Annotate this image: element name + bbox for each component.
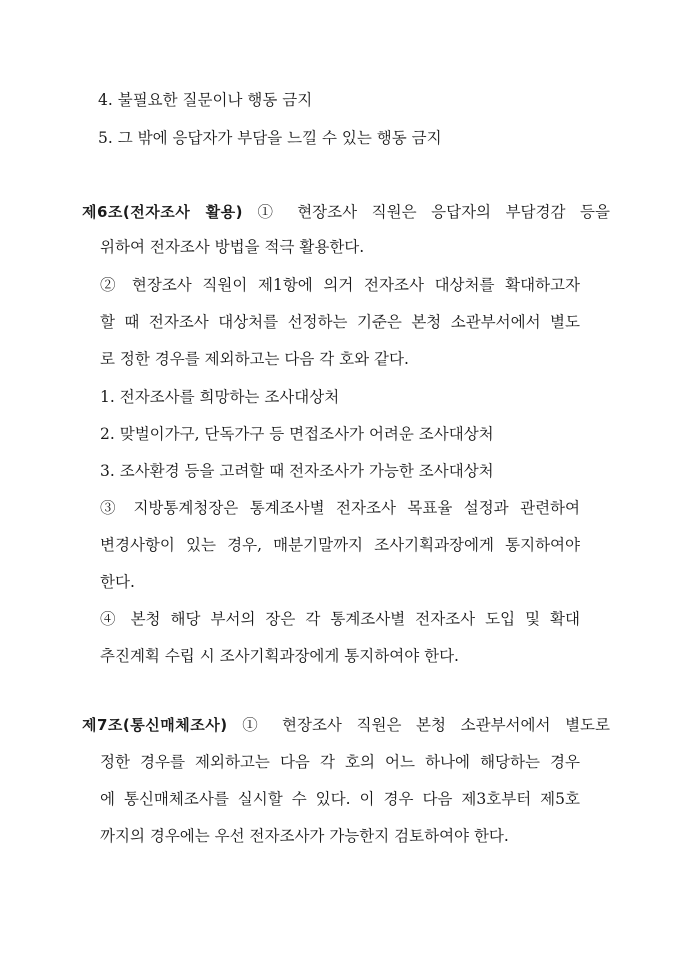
article-6-line: 추진계획 수립 시 조사기획과장에게 통지하여야 한다. (100, 647, 459, 665)
article-7-heading: 제7조(통신매체조사) (82, 716, 228, 734)
article-6-line: ③ 지방통계청장은 통계조사별 전자조사 목표율 설정과 관련하여 (100, 499, 580, 517)
list-item: 2. 맞벌이가구, 단독가구 등 면접조사가 어려운 조사대상처 (100, 425, 494, 443)
article-6-line: ② 현장조사 직원이 제1항에 의거 전자조사 대상처를 확대하고자 (100, 276, 580, 294)
article-7-first-line (82, 715, 610, 735)
article-7-line: 까지의 경우에는 우선 전자조사가 가능한지 검토하여야 한다. (100, 827, 509, 845)
article-7-line: 에 통신매체조사를 실시할 수 있다. 이 경우 다음 제3호부터 제5호 (100, 790, 580, 808)
article-6-heading: 제6조(전자조사 활용) (82, 203, 243, 221)
article-6-paragraph-1-start: ① 현장조사 직원은 응답자의 부담경감 등을 (257, 203, 610, 221)
article-6-first-line (82, 202, 610, 222)
article-6-line: 위하여 전자조사 방법을 적극 활용한다. (100, 238, 365, 256)
article-6-line: 로 정한 경우를 제외하고는 다음 각 호와 같다. (100, 350, 409, 368)
list-item: 5. 그 밖에 응답자가 부담을 느낄 수 있는 행동 금지 (98, 129, 442, 147)
list-item: 3. 조사환경 등을 고려할 때 전자조사가 가능한 조사대상처 (100, 462, 494, 480)
article-6-line: 한다. (100, 573, 135, 591)
article-7-line: 정한 경우를 제외하고는 다음 각 호의 어느 하나에 해당하는 경우 (100, 753, 580, 771)
list-item: 1. 전자조사를 희망하는 조사대상처 (100, 388, 340, 406)
list-item: 4. 불필요한 질문이나 행동 금지 (98, 91, 313, 109)
article-7-paragraph-1-start: ① 현장조사 직원은 본청 소관부서에서 별도로 (242, 716, 610, 734)
article-6-line: 변경사항이 있는 경우, 매분기말까지 조사기획과장에게 통지하여야 (100, 536, 580, 554)
article-6-line: 할 때 전자조사 대상처를 선정하는 기준은 본청 소관부서에서 별도 (100, 313, 580, 331)
article-6-line: ④ 본청 해당 부서의 장은 각 통계조사별 전자조사 도입 및 확대 (100, 610, 580, 628)
